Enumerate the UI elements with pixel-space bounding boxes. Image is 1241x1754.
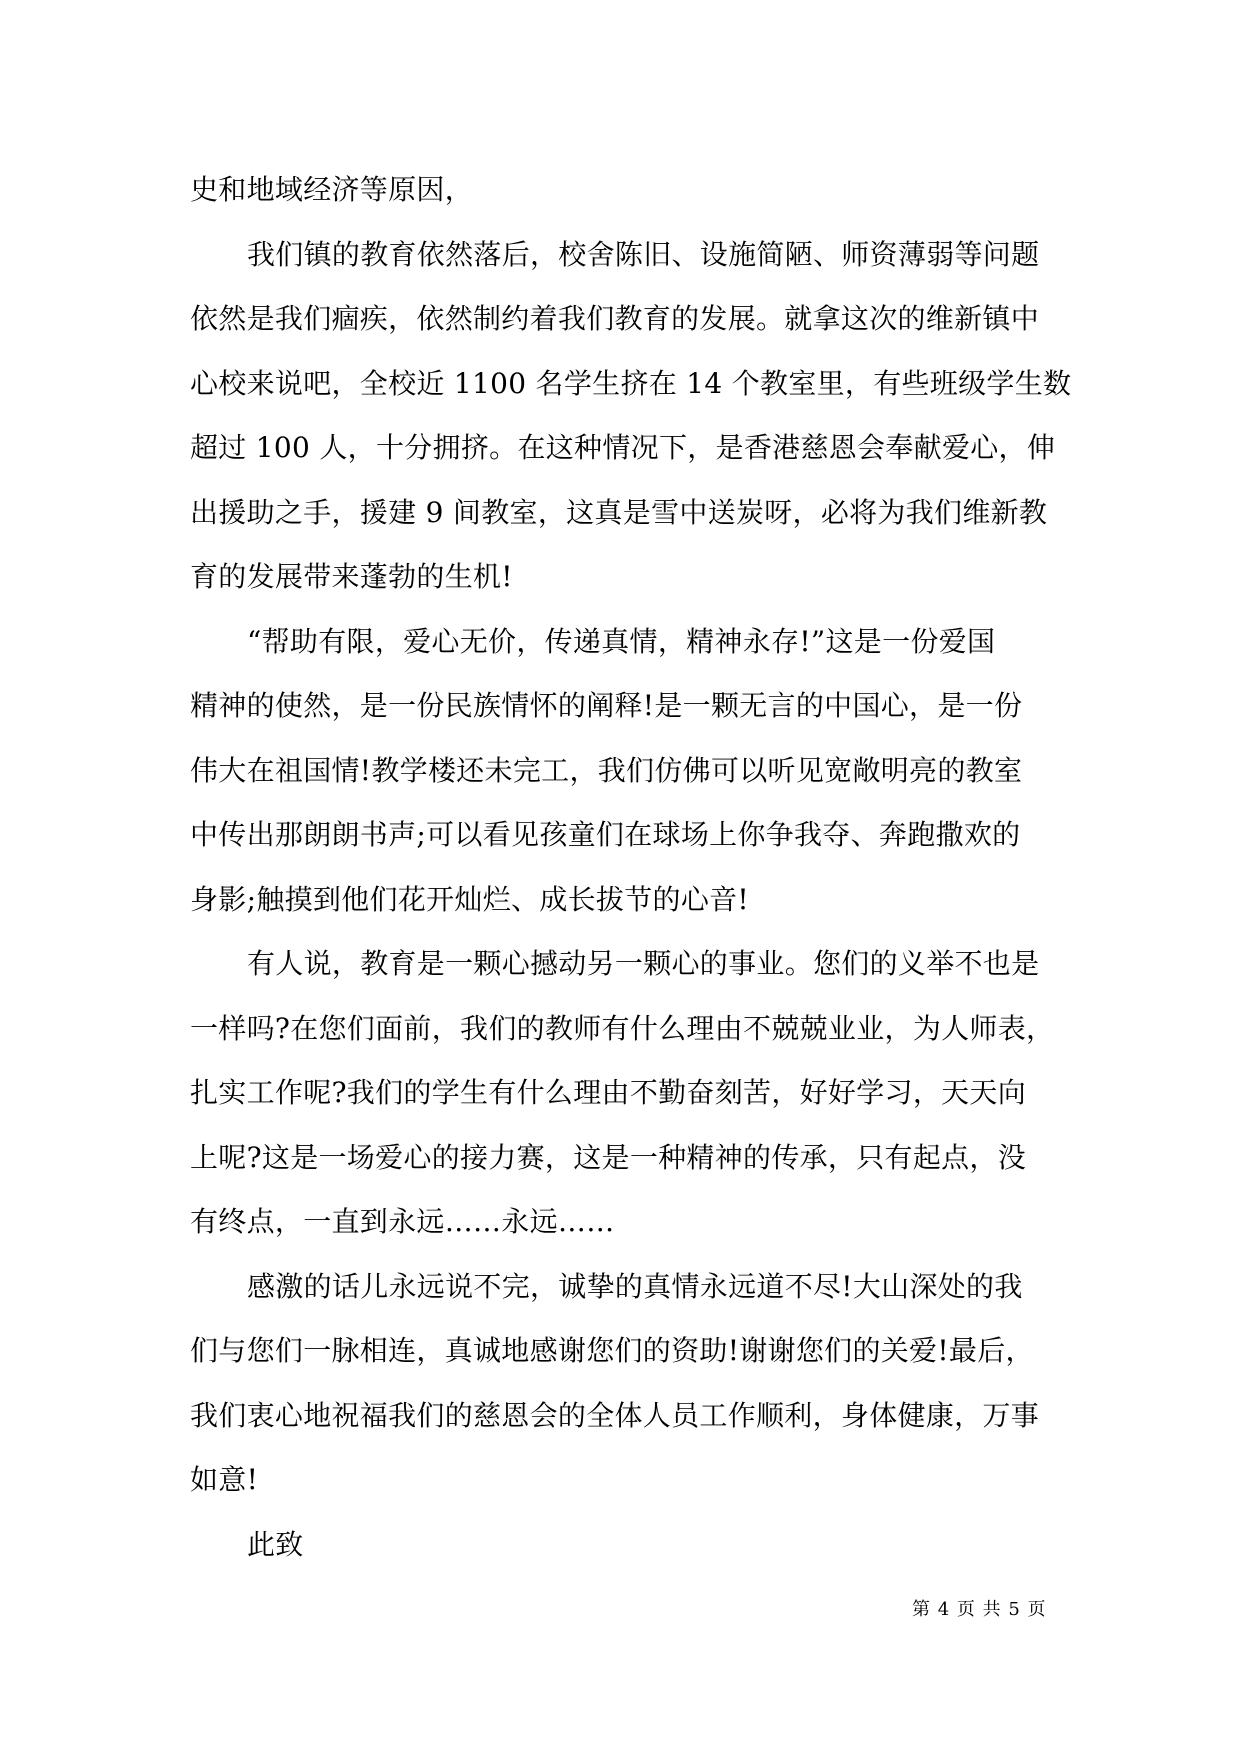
text-line-15: 扎实工作呢?我们的学生有什么理由不勤奋刻苦，好好学习，天天向	[190, 1076, 1027, 1109]
text-line-16: 上呢?这是一场爱心的接力赛，这是一种精神的传承，只有起点，没	[190, 1140, 1027, 1174]
text-line-21: 如意!	[190, 1463, 259, 1496]
letter-body	[190, 158, 1072, 1577]
text-line-2: 我们镇的教育依然落后，校舍陈旧、设施简陋、师资薄弱等问题	[247, 237, 1040, 271]
text-line-1: 史和地域经济等原因，	[190, 173, 474, 206]
text-line-22: 此致	[247, 1527, 304, 1561]
text-line-10: 伟大在祖国情!教学楼还未完工，我们仿佛可以听见宽敞明亮的教室	[190, 753, 1023, 787]
text-line-6: 出援助之手，援建 9 间教室，这真是雪中送炭呀，必将为我们维新教	[190, 495, 1048, 529]
text-line-9: 精神的使然，是一份民族情怀的阐释!是一颗无言的中国心，是一份	[190, 689, 1023, 722]
text-line-20: 我们衷心地祝福我们的慈恩会的全体人员工作顺利，身体健康，万事	[190, 1398, 1040, 1432]
text-line-3: 依然是我们痼疾，依然制约着我们教育的发展。就拿这次的维新镇中	[190, 302, 1040, 335]
text-line-7: 育的发展带来蓬勃的生机!	[190, 560, 513, 593]
text-line-14: 一样吗?在您们面前，我们的教师有什么理由不兢兢业业，为人师表，	[190, 1011, 1055, 1045]
text-line-4: 心校来说吧，全校近 1100 名学生挤在 14 个教室里，有些班级学生数	[190, 366, 1072, 400]
text-line-11: 中传出那朗朗书声;可以看见孩童们在球场上你争我夺、奔跑撒欢的	[190, 818, 1021, 851]
text-line-13: 有人说，教育是一颗心撼动另一颗心的事业。您们的义举不也是	[247, 947, 1040, 980]
page-number-footer: 第 4 页 共 5 页	[912, 1599, 1047, 1620]
text-line-5: 超过 100 人，十分拥挤。在这种情况下，是香港慈恩会奉献爱心，伸	[190, 431, 1056, 464]
text-line-17: 有终点，一直到永远……永远……	[190, 1205, 615, 1238]
text-line-18: 感激的话儿永远说不完，诚挚的真情永远道不尽!大山深处的我	[247, 1269, 1023, 1303]
text-line-12: 身影;触摸到他们花开灿烂、成长拔节的心音!	[190, 882, 749, 916]
text-line-19: 们与您们一脉相连，真诚地感谢您们的资助!谢谢您们的关爱!最后，	[190, 1334, 1034, 1367]
text-line-8: “帮助有限，爱心无价，传递真情，精神永存!”这是一份爱国	[247, 624, 996, 658]
